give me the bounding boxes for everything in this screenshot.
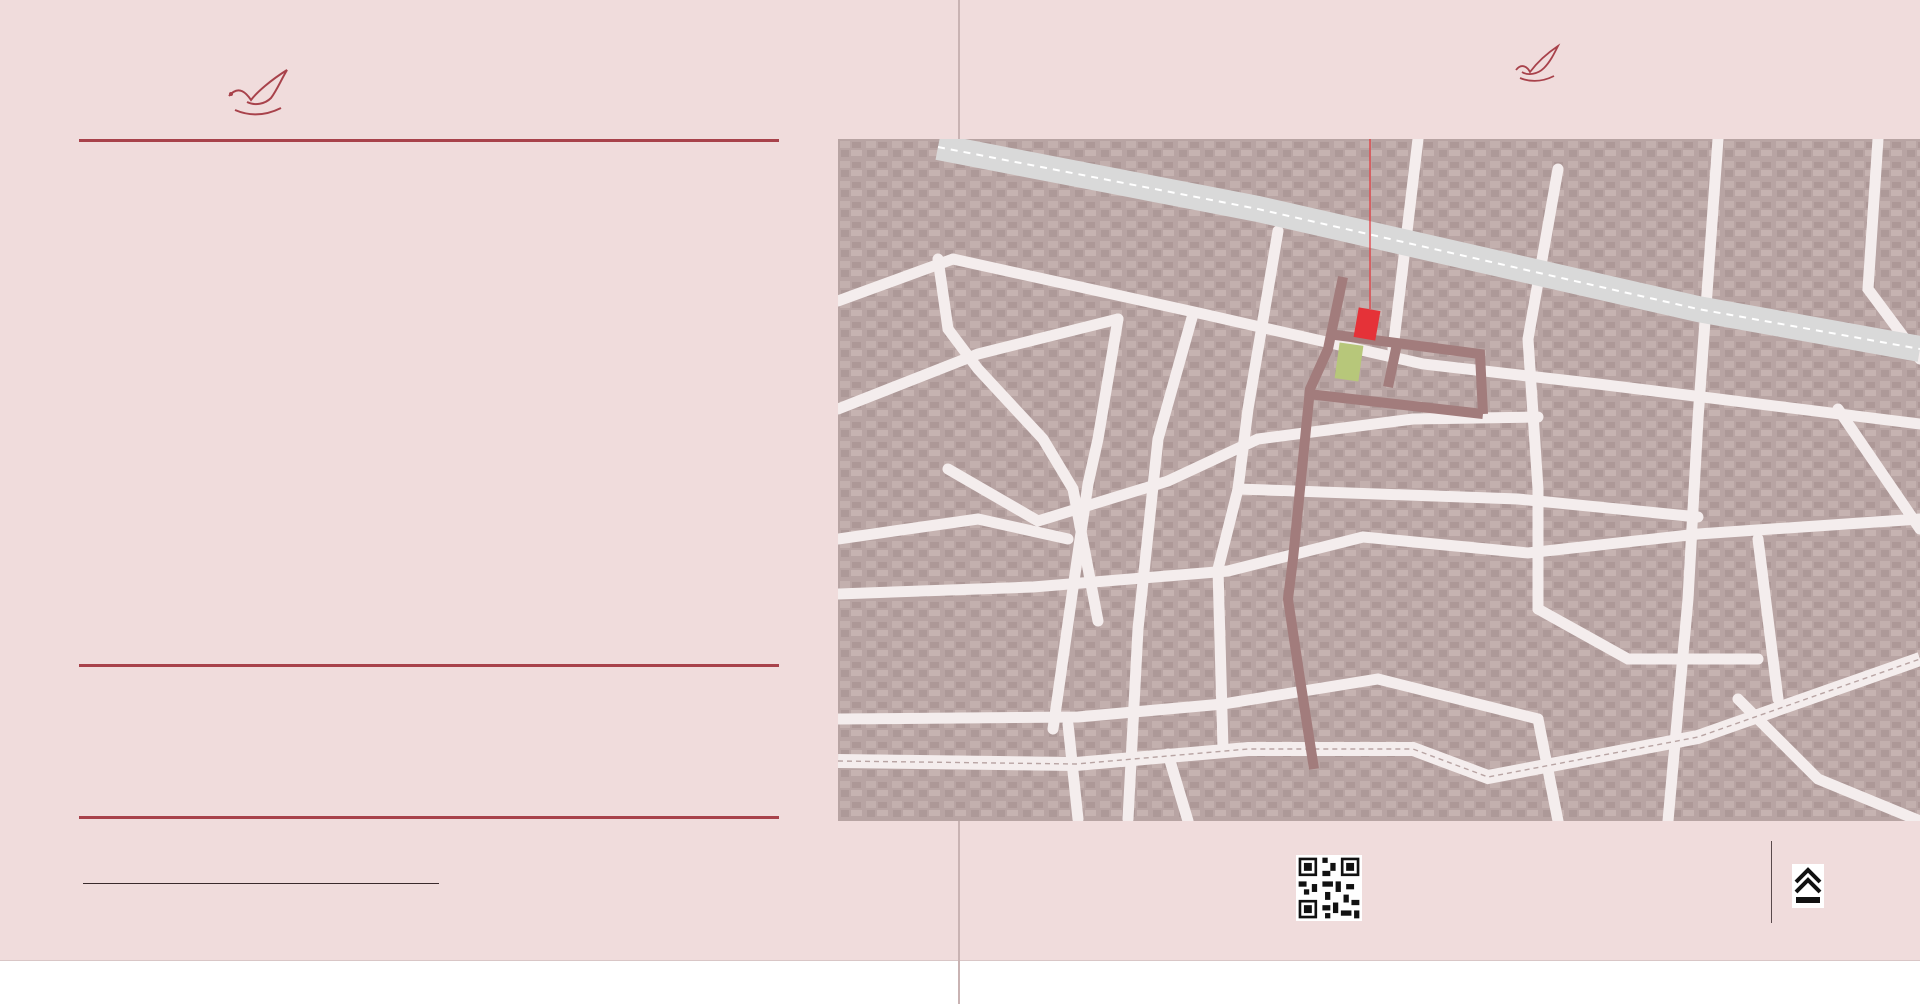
hns-design-icon: [1792, 864, 1824, 908]
amc-garden: [1335, 343, 1364, 382]
rhythm-bird-logo-icon: [1430, 40, 1620, 140]
left-page: [0, 0, 958, 960]
footer-divider: [958, 960, 960, 1004]
notes-top-rule: [79, 664, 779, 667]
title-rule: [79, 139, 779, 142]
notes-bottom-rule: [79, 816, 779, 819]
rera-reg: [79, 870, 439, 884]
footer-bar: [0, 960, 1920, 1004]
logo-divider: [1771, 841, 1772, 923]
qr-code-icon[interactable]: [1296, 855, 1362, 921]
bird-logo-icon: [225, 66, 293, 124]
location-map[interactable]: [838, 139, 1920, 821]
rera-blank-line: [83, 872, 439, 884]
